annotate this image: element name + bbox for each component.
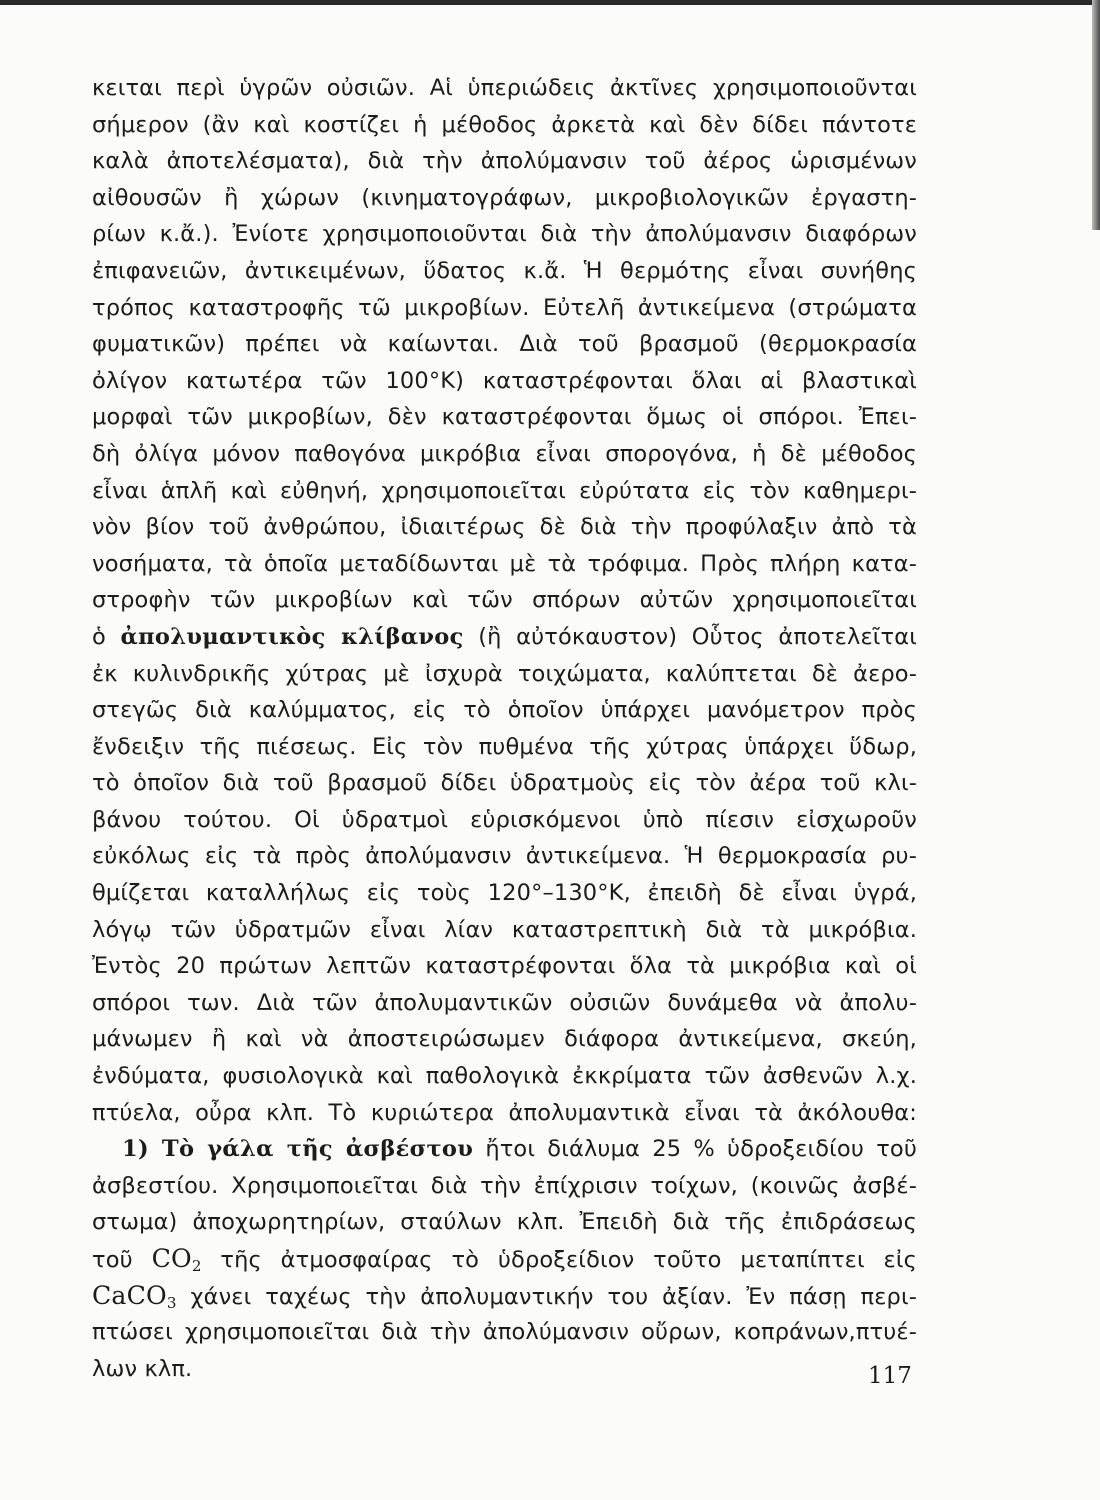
- scan-top-border: [0, 0, 1100, 5]
- co2-formula: [152, 1244, 202, 1273]
- item-1-rest: ἤτοι διάλυμα 25 % ὑδροξειδίου τοῦ: [485, 1136, 917, 1163]
- page-number: 117: [868, 1363, 912, 1389]
- autoclave-term: ἀπολυμαντικὸς κλίβανος: [120, 623, 464, 650]
- text-line: νὸν βίον τοῦ ἀνθρώπου, ἰδιαιτέρως δὲ διὰ τὴν προφύλαξιν ἀπὸ τὰ: [92, 514, 917, 541]
- text-line: πτύελα, οὖρα κλπ. Τὸ κυριώτερα ἀπολυμαντικὰ εἶναι τὰ ἀκόλουθα:: [92, 1099, 917, 1126]
- caco3-main: CaCO: [92, 1280, 167, 1310]
- text-line: ὀλίγον κατωτέρα τῶν 100°Κ) καταστρέφονται ὅλαι αἱ βλαστικαὶ: [92, 367, 917, 394]
- text-line: νοσήματα, τὰ ὁποῖα μεταδίδωνται μὲ τὰ τρόφιμα. Πρὸς πλήρη κατα-: [92, 550, 917, 577]
- text-line: εὐκόλως εἰς τὰ πρὸς ἀπολύμανσιν ἀντικείμενα. Ἡ θερμοκρασία ρυ-: [92, 843, 917, 870]
- text-line: λόγῳ τῶν ὑδρατμῶν εἶναι λίαν καταστρεπτικὴ διὰ τὰ μικρόβια.: [92, 916, 917, 943]
- text-line: στωμα) ἀποχωρητηρίων, σταύλων κλπ. Ἐπειδὴ διὰ τῆς ἐπιδράσεως: [92, 1209, 917, 1236]
- text-line: ἔνδειξιν τῆς πιέσεως. Εἰς τὸν πυθμένα τῆς χύτρας ὑπάρχει ὕδωρ,: [92, 733, 917, 760]
- text-line: τὸ ὁποῖον διὰ τοῦ βρασμοῦ δίδει ὑδρατμοὺς εἰς τὸν ἀέρα τοῦ κλι-: [92, 770, 917, 797]
- text-line: μορφαὶ τῶν μικροβίων, δὲν καταστρέφονται ὅμως οἱ σπόροι. Ἐπει-: [92, 404, 917, 431]
- text-line: δὴ ὀλίγα μόνον παθογόνα μικρόβια εἶναι σπορογόνα, ἡ δὲ μέθοδος: [92, 440, 917, 467]
- item-1-line: [92, 1131, 917, 1168]
- text-line: ἀσβεστίου. Χρησιμοποιεῖται διὰ τὴν ἐπίχρισιν τοίχων, (κοινῶς ἀσβέ-: [92, 1172, 917, 1199]
- text-line: ἐπιφανειῶν, ἀντικειμένων, ὕδατος κ.ἄ. Ἡ θερμότης εἶναι συνήθης: [92, 257, 917, 284]
- text-line: βάνου τούτου. Οἱ ὑδρατμοὶ εὑρισκόμενοι ὑπὸ πίεσιν εἰσχωροῦν: [92, 806, 917, 833]
- scan-right-shadow: [1092, 0, 1100, 230]
- text-line: λων κλπ.: [92, 1355, 193, 1382]
- co2-pre: τοῦ: [92, 1247, 133, 1273]
- co2-subscript: 2: [191, 1256, 202, 1275]
- text-line: μάνωμεν ἢ καὶ νὰ ἀποστειρώσωμεν διάφορα ἀντικείμενα, σκεύη,: [92, 1026, 917, 1053]
- text-line: σπόροι των. Διὰ τῶν ἀπολυμαντικῶν οὐσιῶν δυνάμεθα νὰ ἀπολυ-: [92, 989, 917, 1016]
- text-line: αἰθουσῶν ἢ χώρων (κινηματογράφων, μικροβιολογικῶν ἐργαστη-: [92, 184, 917, 211]
- caco3-line: [92, 1278, 917, 1315]
- caco3-rest: χάνει ταχέως τὴν ἀπολυμαντικήν του ἀξίαν. Ἐν πάσῃ περι-: [190, 1283, 917, 1310]
- text-line: ἐνδύματα, φυσιολογικὰ καὶ παθολογικὰ ἐκκρίματα τῶν ἀσθενῶν λ.χ.: [92, 1063, 917, 1090]
- text-line: Ἐντὸς 20 πρώτων λεπτῶν καταστρέφονται ὅλα τὰ μικρόβια καὶ οἱ: [92, 953, 917, 980]
- text-line: θμίζεται καταλλήλως εἰς τοὺς 120°–130°Κ, ἐπειδὴ δὲ εἶναι ὑγρά,: [92, 880, 917, 907]
- co2-rest: τῆς ἀτμοσφαίρας τὸ ὑδροξείδιον τοῦτο μεταπίπτει εἰς: [220, 1247, 917, 1273]
- text-line: ρίων κ.ἄ.). Ἐνίοτε χρησιμοποιοῦνται διὰ τὴν ἀπολύμανσιν διαφόρων: [92, 221, 917, 248]
- text-line: στεγῶς διὰ καλύμματος, εἰς τὸ ὁποῖον ὑπάρχει μανόμετρον πρὸς: [92, 697, 917, 724]
- co2-line: [92, 1241, 917, 1278]
- caco3-formula: [92, 1281, 177, 1310]
- text-line: στροφὴν τῶν μικροβίων καὶ τῶν σπόρων αὐτῶν χρησιμοποιεῖται: [92, 587, 917, 614]
- text-line: εἶναι ἁπλῆ καὶ εὐθηνή, χρησιμοποιεῖται εὐρύτατα εἰς τὸν καθημερι-: [92, 477, 917, 504]
- autoclave-article: ὁ: [92, 623, 106, 650]
- caco3-subscript: 3: [166, 1293, 177, 1312]
- text-line: ἐκ κυλινδρικῆς χύτρας μὲ ἰσχυρὰ τοιχώματα, καλύπτεται δὲ ἀερο-: [92, 660, 917, 687]
- text-line: πτώσει χρησιμοποιεῖται διὰ τὴν ἀπολύμανσιν οὔρων, κοπράνων,πτυέ-: [92, 1319, 917, 1346]
- text-line: τρόπος καταστροφῆς τῶ μικροβίων. Εὐτελῆ ἀντικείμενα (στρώματα: [92, 294, 917, 321]
- body-text: [92, 70, 917, 1387]
- text-line: φυματικῶν) πρέπει νὰ καίωνται. Διὰ τοῦ βρασμοῦ (θερμοκρασία: [92, 331, 917, 358]
- text-line: καλὰ ἀποτελέσματα), διὰ τὴν ἀπολύμανσιν τοῦ ἀέρος ὡρισμένων: [92, 148, 917, 175]
- item-1-title: 1) Τὸ γάλα τῆς ἀσβέστου: [122, 1136, 474, 1163]
- text-line: σήμερον (ἂν καὶ κοστίζει ἡ μέθοδος ἀρκετὰ καὶ δὲν δίδει πάντοτε: [92, 111, 917, 138]
- text-line: κειται περὶ ὑγρῶν οὐσιῶν. Αἱ ὑπεριώδεις ἀκτῖνες χρησιμοποιοῦνται: [92, 75, 917, 101]
- autoclave-line: [92, 619, 917, 656]
- co2-main: CO: [151, 1244, 192, 1273]
- autoclave-rest: (ἢ αὐτόκαυστον) Οὗτος ἀποτελεῖται: [478, 623, 917, 650]
